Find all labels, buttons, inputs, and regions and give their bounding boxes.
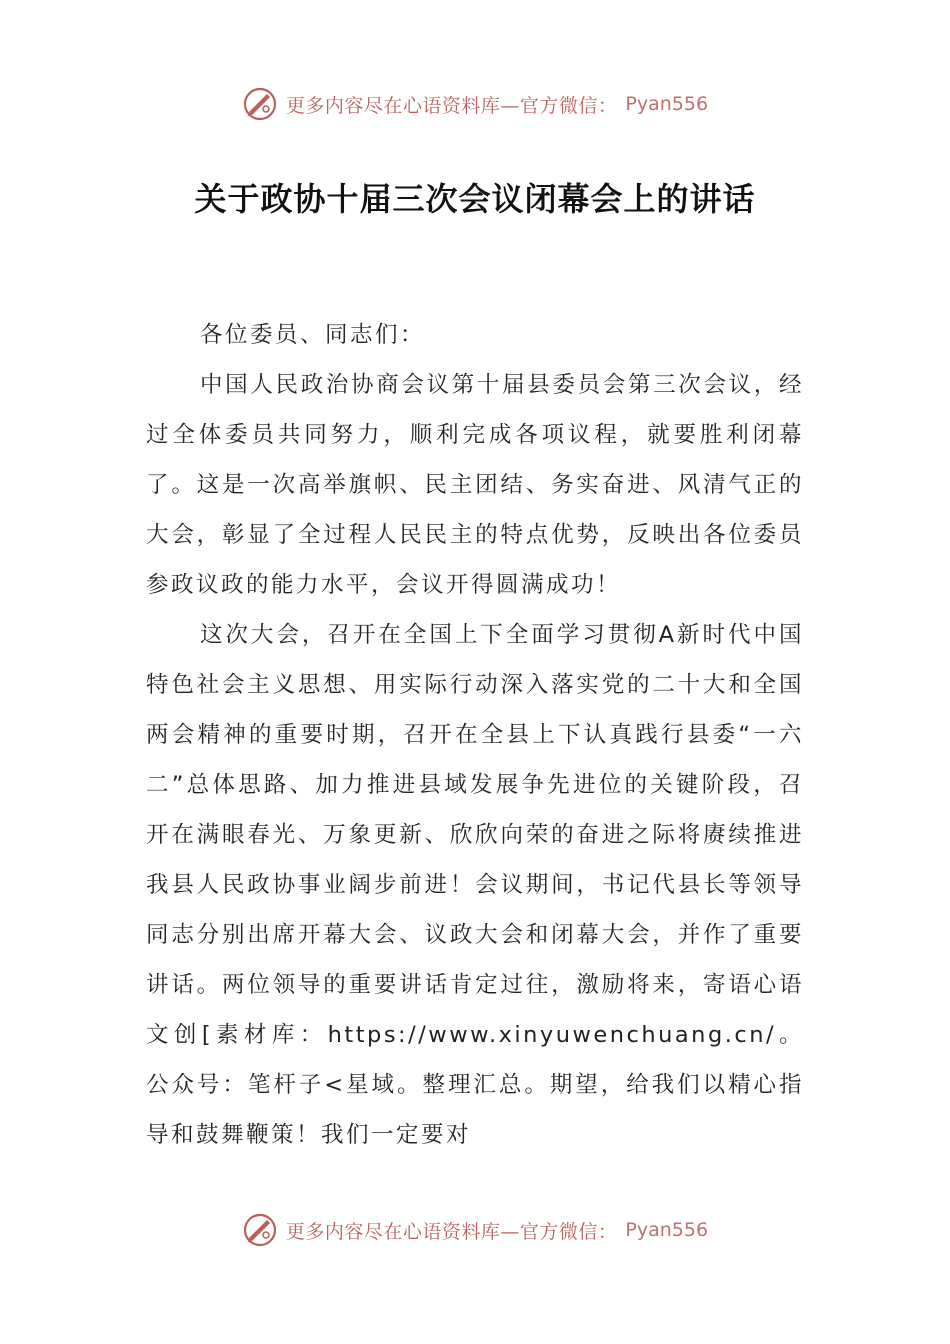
page-title: 关于政协十届三次会议闭幕会上的讲话: [194, 180, 756, 218]
pen-circle-logo-icon: [242, 86, 278, 122]
pen-circle-logo-icon: [242, 1212, 278, 1248]
document-body: [146, 310, 804, 1160]
footer-banner-wechat-id: Pyan556: [625, 1219, 709, 1241]
banner-wechat-id: Pyan556: [625, 93, 709, 115]
footer-banner-text: 更多内容尽在心语资料库—官方微信：: [285, 1220, 618, 1243]
banner-text: 更多内容尽在心语资料库—官方微信：: [285, 94, 618, 117]
paragraph-2: 这次大会，召开在全国上下全面学习贯彻A新时代中国特色社会主义思想、用实际行动深入落实党的二十大和全国两会精神的重要时期，召开在全县上下认真践行县委“一六二”总体思路、加力推进县域发展争先进位的关键阶段，召开在满眼春光、万象更新、欣欣向荣的奋进之际将赓续推进我县人民政协事业阔步前进！会议期间，书记代县长等领导同志分别出席开幕大会、议政大会和闭幕大会，并作了重要讲话。两位领导的重要讲话肯定过往，激励将来，寄语心语文创[素材库：https://www.xinyuwenchuang.cn/。公众号：笔杆子<星域。整理汇总。期望，给我们以精心指导和鼓舞鞭策！我们一定要对: [146, 622, 804, 1148]
paragraph-1: 中国人民政治协商会议第十届县委员会第三次会议，经过全体委员共同努力，顺利完成各项议程，就要胜利闭幕了。这是一次高举旗帜、民主团结、务实奋进、风清气正的大会，彰显了全过程人民民主的特点优势，反映出各位委员参政议政的能力水平，会议开得圆满成功！: [146, 372, 804, 598]
header-banner: [0, 84, 950, 124]
footer-banner: [0, 1210, 950, 1250]
salutation: 各位委员、同志们：: [200, 322, 426, 348]
